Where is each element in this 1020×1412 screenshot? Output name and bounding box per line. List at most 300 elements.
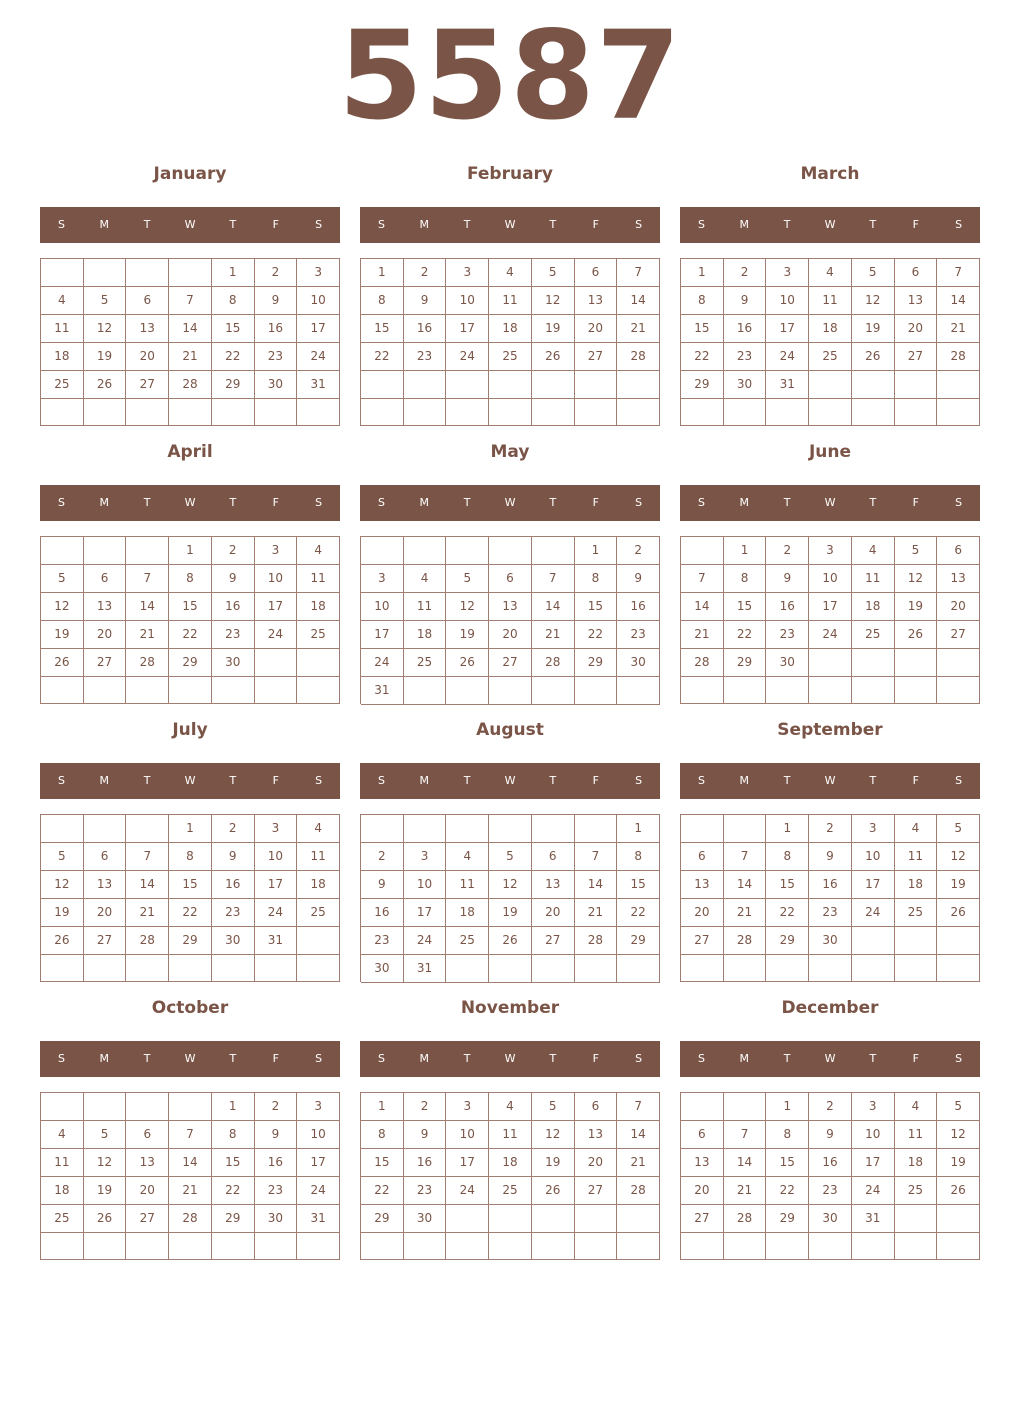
day-cell: 19 [84,343,127,371]
empty-day-cell [724,1233,767,1260]
day-cell: 21 [126,621,169,649]
day-cell: 20 [895,315,938,343]
day-cell: 10 [852,843,895,871]
month-name: March [800,164,860,184]
day-cell: 5 [84,287,127,315]
day-cell: 25 [404,649,447,677]
day-cell: 27 [489,649,532,677]
day-cell: 11 [446,871,489,899]
day-cell: 7 [681,565,724,593]
day-grid [40,536,340,704]
empty-day-cell [212,399,255,426]
empty-day-cell [84,399,127,426]
day-cell: 8 [361,287,404,315]
empty-day-cell [532,955,575,983]
weekday-label: W [184,774,196,787]
day-cell: 12 [446,593,489,621]
weekday-label: F [592,496,599,509]
day-cell: 21 [575,899,618,927]
day-cell: 18 [895,871,938,899]
day-cell: 3 [446,259,489,287]
day-cell: 7 [617,1093,660,1121]
day-cell: 27 [126,1205,169,1233]
day-cell: 24 [255,899,298,927]
day-cell: 20 [126,1177,169,1205]
empty-day-cell [41,537,84,565]
weekday-label: T [869,496,877,509]
day-cell: 4 [446,843,489,871]
day-cell: 17 [404,899,447,927]
month-name: September [777,720,883,740]
empty-day-cell [489,815,532,843]
day-cell: 30 [617,649,660,677]
weekday-header [680,763,980,799]
day-cell: 1 [766,1093,809,1121]
day-cell: 26 [446,649,489,677]
day-cell: 3 [255,537,298,565]
empty-day-cell [126,677,169,704]
day-cell: 12 [937,843,980,871]
day-cell: 12 [41,871,84,899]
day-cell: 24 [297,343,340,371]
weekday-label: W [824,218,836,231]
empty-day-cell [809,1233,852,1260]
day-cell: 15 [575,593,618,621]
empty-day-cell [169,677,212,704]
day-cell: 22 [724,621,767,649]
day-cell: 26 [84,371,127,399]
empty-day-cell [169,955,212,982]
day-cell: 30 [809,927,852,955]
empty-day-cell [617,399,660,427]
weekday-label: M [99,774,110,787]
day-cell: 29 [766,927,809,955]
day-cell: 22 [681,343,724,371]
weekday-label: M [99,218,110,231]
day-cell: 19 [489,899,532,927]
weekday-header [40,207,340,243]
weekday-label: S [697,1052,705,1065]
day-cell: 8 [169,843,212,871]
day-cell: 5 [937,815,980,843]
day-cell: 6 [84,565,127,593]
empty-day-cell [532,677,575,705]
day-cell: 10 [361,593,404,621]
day-cell: 23 [255,1177,298,1205]
weekday-label: T [783,1052,791,1065]
day-cell: 5 [489,843,532,871]
day-cell: 6 [575,1093,618,1121]
empty-day-cell [489,371,532,399]
day-cell: 22 [169,621,212,649]
empty-day-cell [446,537,489,565]
empty-day-cell [766,955,809,982]
empty-day-cell [681,1093,724,1121]
day-grid [40,258,340,426]
day-grid [680,258,980,426]
day-cell: 26 [532,1177,575,1205]
day-cell: 29 [766,1205,809,1233]
day-cell: 11 [297,565,340,593]
day-cell: 26 [41,649,84,677]
day-cell: 28 [937,343,980,371]
day-cell: 18 [297,593,340,621]
day-cell: 30 [809,1205,852,1233]
weekday-label: S [635,496,643,509]
empty-day-cell [126,399,169,426]
day-cell: 7 [126,843,169,871]
day-cell: 15 [617,871,660,899]
day-cell: 13 [84,593,127,621]
day-cell: 15 [724,593,767,621]
empty-day-cell [937,955,980,982]
day-cell: 17 [255,593,298,621]
empty-day-cell [404,537,447,565]
day-cell: 26 [937,1177,980,1205]
weekday-label: F [592,774,599,787]
day-cell: 9 [404,1121,447,1149]
empty-day-cell [489,537,532,565]
empty-day-cell [361,371,404,399]
empty-day-cell [532,1233,575,1260]
day-cell: 25 [41,1205,84,1233]
weekday-label: M [419,218,430,231]
day-cell: 18 [404,621,447,649]
day-cell: 13 [895,287,938,315]
day-cell: 11 [404,593,447,621]
empty-day-cell [937,1205,980,1233]
empty-day-cell [895,371,938,399]
day-cell: 21 [617,1149,660,1177]
day-cell: 3 [446,1093,489,1121]
day-cell: 23 [766,621,809,649]
day-cell: 16 [212,871,255,899]
day-cell: 10 [809,565,852,593]
day-cell: 1 [681,259,724,287]
weekday-label: T [549,496,557,509]
day-cell: 22 [361,343,404,371]
weekday-label: S [57,218,65,231]
empty-day-cell [532,399,575,427]
weekday-label: M [739,774,750,787]
day-cell: 20 [575,1149,618,1177]
day-cell: 14 [532,593,575,621]
empty-day-cell [852,955,895,982]
day-cell: 14 [575,871,618,899]
weekday-header [680,1041,980,1077]
empty-day-cell [126,259,169,287]
empty-day-cell [937,399,980,426]
weekday-label: T [229,1052,237,1065]
day-cell: 16 [724,315,767,343]
weekday-label: F [272,1052,279,1065]
day-cell: 22 [212,343,255,371]
empty-day-cell [489,1205,532,1233]
day-cell: 4 [41,1121,84,1149]
weekday-label: S [955,496,963,509]
day-cell: 2 [724,259,767,287]
empty-day-cell [361,1233,404,1260]
day-cell: 10 [446,287,489,315]
day-cell: 21 [724,1177,767,1205]
day-cell: 21 [532,621,575,649]
day-cell: 30 [255,1205,298,1233]
day-cell: 9 [809,843,852,871]
weekday-label: M [419,774,430,787]
day-cell: 29 [361,1205,404,1233]
day-cell: 22 [766,899,809,927]
day-cell: 3 [852,815,895,843]
day-cell: 21 [169,1177,212,1205]
day-cell: 18 [297,871,340,899]
month-name: August [476,720,544,740]
day-cell: 10 [255,565,298,593]
day-cell: 7 [724,1121,767,1149]
day-cell: 6 [489,565,532,593]
day-cell: 25 [895,899,938,927]
day-cell: 9 [724,287,767,315]
day-cell: 14 [169,1149,212,1177]
day-cell: 26 [41,927,84,955]
day-cell: 23 [809,1177,852,1205]
empty-day-cell [126,955,169,982]
day-cell: 19 [41,899,84,927]
day-cell: 5 [41,843,84,871]
day-cell: 4 [404,565,447,593]
day-cell: 29 [681,371,724,399]
empty-day-cell [84,1233,127,1260]
day-cell: 29 [724,649,767,677]
empty-day-cell [937,677,980,704]
weekday-label: S [377,1052,385,1065]
month-name: July [172,720,208,740]
day-cell: 8 [766,843,809,871]
month-name: February [466,164,554,184]
empty-day-cell [446,399,489,427]
day-cell: 7 [169,1121,212,1149]
day-cell: 16 [809,871,852,899]
weekday-label: T [143,1052,151,1065]
day-cell: 4 [895,815,938,843]
day-cell: 17 [766,315,809,343]
day-cell: 27 [84,649,127,677]
day-cell: 22 [575,621,618,649]
day-cell: 6 [126,287,169,315]
day-cell: 5 [895,537,938,565]
weekday-label: W [504,496,516,509]
day-cell: 4 [41,287,84,315]
weekday-label: S [697,218,705,231]
day-cell: 9 [255,287,298,315]
empty-day-cell [895,677,938,704]
empty-day-cell [41,1233,84,1260]
weekday-label: S [377,496,385,509]
empty-day-cell [404,371,447,399]
day-cell: 12 [937,1121,980,1149]
day-cell: 12 [489,871,532,899]
day-cell: 18 [852,593,895,621]
empty-day-cell [895,1205,938,1233]
day-cell: 9 [361,871,404,899]
empty-day-cell [766,677,809,704]
day-cell: 29 [169,927,212,955]
day-cell: 23 [724,343,767,371]
day-cell: 2 [809,1093,852,1121]
day-cell: 10 [766,287,809,315]
weekday-label: S [955,218,963,231]
weekday-label: T [869,1052,877,1065]
day-cell: 19 [532,315,575,343]
weekday-label: T [229,774,237,787]
day-cell: 29 [212,371,255,399]
day-cell: 28 [126,649,169,677]
weekday-label: S [57,1052,65,1065]
day-cell: 12 [532,1121,575,1149]
weekday-label: T [549,774,557,787]
day-cell: 5 [532,1093,575,1121]
day-cell: 10 [297,287,340,315]
empty-day-cell [361,399,404,427]
day-grid [40,1092,340,1260]
weekday-label: M [99,1052,110,1065]
day-cell: 3 [404,843,447,871]
empty-day-cell [575,815,618,843]
day-cell: 12 [41,593,84,621]
day-cell: 6 [937,537,980,565]
weekday-label: S [697,496,705,509]
day-cell: 25 [297,621,340,649]
empty-day-cell [937,649,980,677]
day-cell: 14 [126,871,169,899]
day-cell: 5 [852,259,895,287]
day-cell: 23 [212,621,255,649]
day-cell: 3 [809,537,852,565]
day-cell: 24 [852,1177,895,1205]
day-cell: 11 [41,1149,84,1177]
empty-day-cell [255,649,298,677]
month-name: December [781,998,879,1018]
day-cell: 31 [255,927,298,955]
day-cell: 18 [446,899,489,927]
empty-day-cell [489,677,532,705]
empty-day-cell [575,677,618,705]
empty-day-cell [575,371,618,399]
day-cell: 15 [169,871,212,899]
weekday-label: M [419,496,430,509]
day-cell: 25 [809,343,852,371]
day-cell: 12 [895,565,938,593]
empty-day-cell [724,815,767,843]
day-cell: 3 [255,815,298,843]
day-cell: 28 [681,649,724,677]
day-cell: 24 [766,343,809,371]
day-cell: 30 [361,955,404,983]
day-cell: 19 [895,593,938,621]
day-cell: 2 [766,537,809,565]
month-name: November [460,998,560,1018]
empty-day-cell [852,1233,895,1260]
empty-day-cell [41,677,84,704]
day-cell: 2 [212,815,255,843]
day-cell: 23 [361,927,404,955]
empty-day-cell [809,649,852,677]
weekday-label: T [783,218,791,231]
day-cell: 18 [895,1149,938,1177]
day-cell: 23 [212,899,255,927]
day-cell: 13 [84,871,127,899]
weekday-label: W [824,496,836,509]
day-cell: 29 [169,649,212,677]
day-cell: 2 [255,1093,298,1121]
day-cell: 23 [404,343,447,371]
empty-day-cell [724,955,767,982]
day-cell: 27 [937,621,980,649]
weekday-label: W [504,218,516,231]
empty-day-cell [255,955,298,982]
day-cell: 15 [361,1149,404,1177]
weekday-label: T [869,774,877,787]
day-cell: 17 [852,871,895,899]
day-cell: 15 [212,315,255,343]
day-cell: 31 [852,1205,895,1233]
day-cell: 23 [617,621,660,649]
empty-day-cell [446,1205,489,1233]
day-cell: 1 [724,537,767,565]
day-cell: 28 [532,649,575,677]
day-cell: 8 [575,565,618,593]
weekday-label: W [504,774,516,787]
day-cell: 4 [297,815,340,843]
day-cell: 7 [724,843,767,871]
day-cell: 2 [809,815,852,843]
empty-day-cell [895,649,938,677]
day-cell: 20 [937,593,980,621]
empty-day-cell [575,1205,618,1233]
day-cell: 6 [681,843,724,871]
empty-day-cell [532,815,575,843]
day-cell: 9 [404,287,447,315]
day-cell: 2 [404,259,447,287]
day-cell: 14 [126,593,169,621]
day-cell: 3 [766,259,809,287]
day-cell: 15 [766,871,809,899]
day-cell: 28 [724,927,767,955]
empty-day-cell [84,259,127,287]
day-cell: 21 [169,343,212,371]
weekday-label: S [57,774,65,787]
empty-day-cell [852,649,895,677]
day-cell: 17 [852,1149,895,1177]
day-cell: 16 [404,1149,447,1177]
day-cell: 5 [84,1121,127,1149]
day-cell: 1 [212,1093,255,1121]
day-cell: 11 [852,565,895,593]
empty-day-cell [532,371,575,399]
empty-day-cell [126,1093,169,1121]
weekday-header [360,763,660,799]
day-cell: 5 [41,565,84,593]
day-cell: 9 [809,1121,852,1149]
day-cell: 29 [617,927,660,955]
day-grid [680,1092,980,1260]
day-cell: 10 [852,1121,895,1149]
day-cell: 19 [532,1149,575,1177]
weekday-label: W [824,774,836,787]
weekday-header [40,1041,340,1077]
empty-day-cell [84,815,127,843]
empty-day-cell [169,399,212,426]
day-cell: 12 [852,287,895,315]
